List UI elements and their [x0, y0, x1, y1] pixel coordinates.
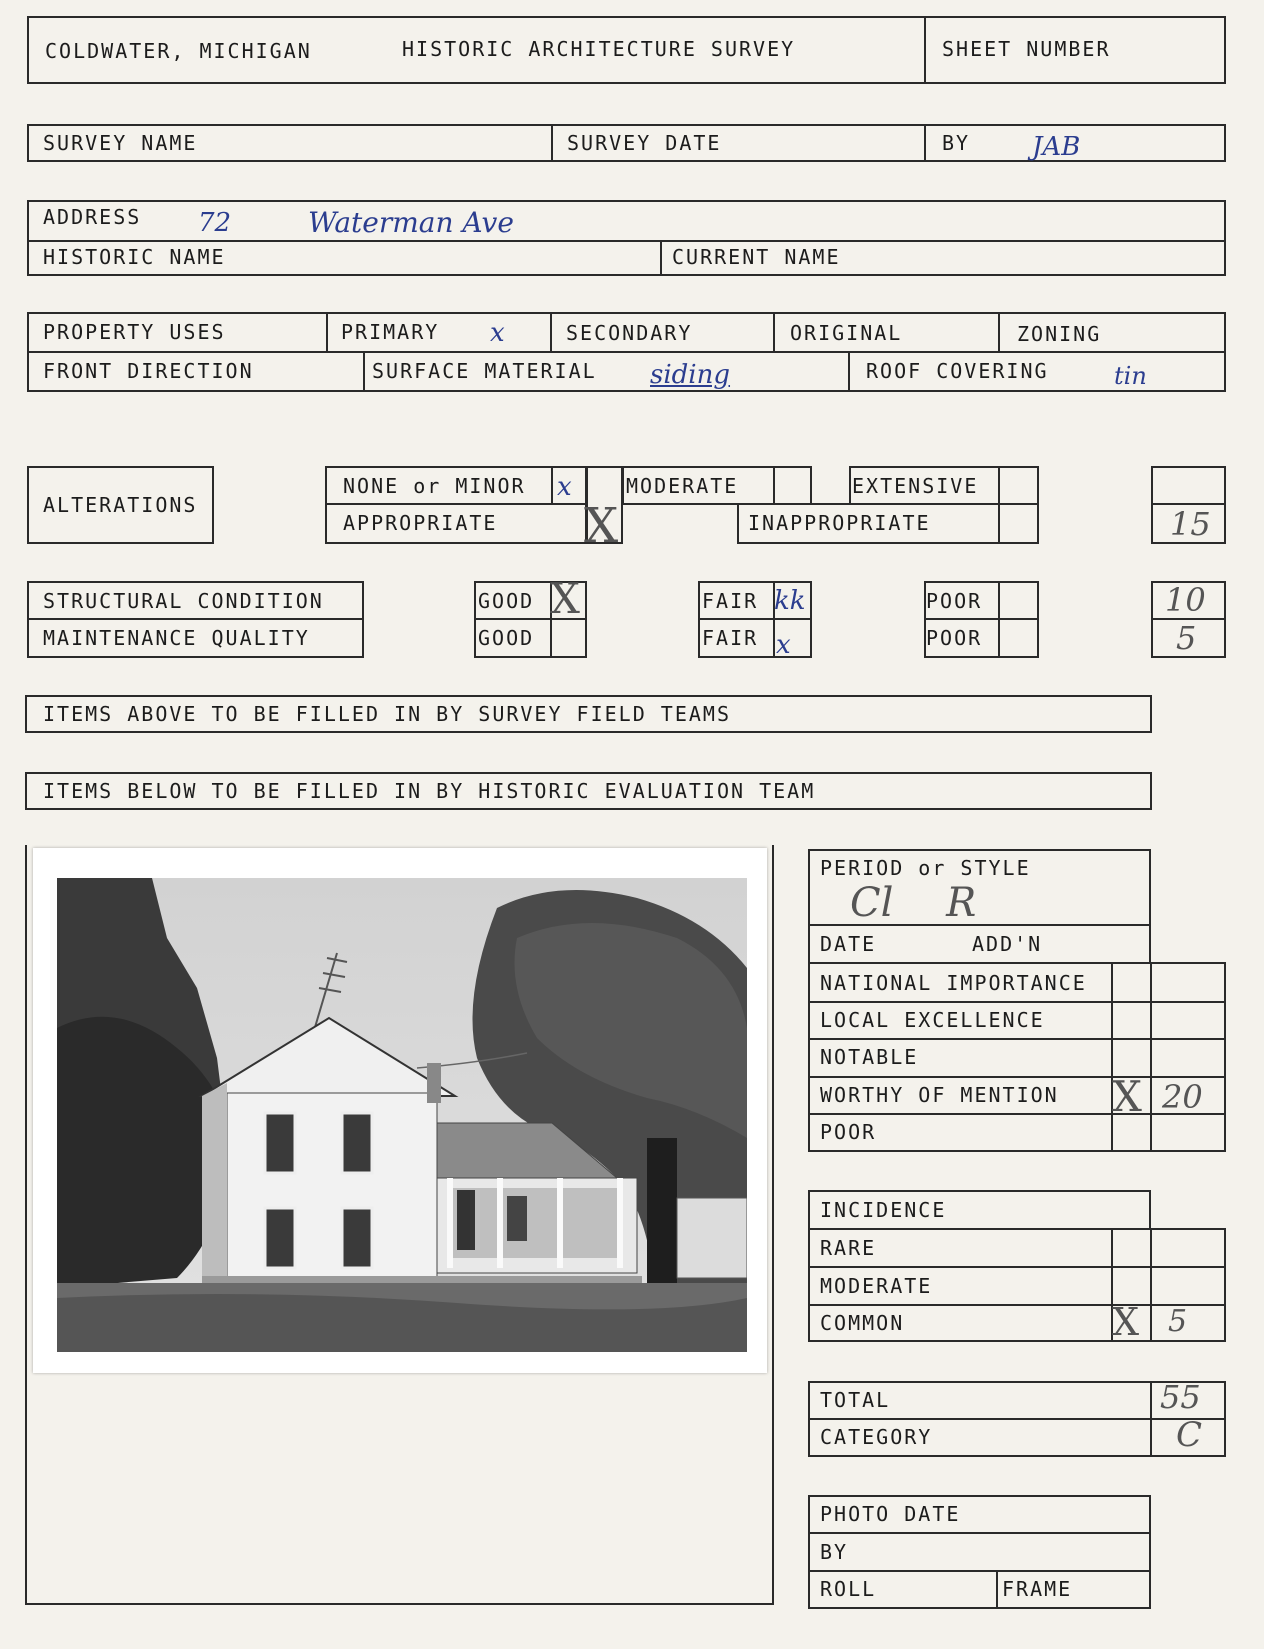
condition-label-divider: [27, 618, 364, 620]
worthy-label: WORTHY OF MENTION: [820, 1083, 1059, 1107]
chimney: [427, 1063, 441, 1103]
poor-label-maintenance: POOR: [926, 626, 983, 650]
right-tree-trunk: [647, 1138, 677, 1298]
historic-name-label: HISTORIC NAME: [43, 245, 226, 269]
inappropriate-vdivider: [998, 503, 1000, 544]
porch-post-3: [557, 1178, 563, 1268]
sheet-number-label: SHEET NUMBER: [942, 37, 1111, 61]
uses-divider-2: [550, 312, 552, 352]
property-uses-label: PROPERTY USES: [43, 320, 226, 344]
none-minor-label: NONE or MINOR: [343, 474, 526, 498]
survey-divider-2: [924, 124, 926, 162]
uses-divider-3: [773, 312, 775, 352]
survey-by-value: JAB: [1032, 132, 1081, 162]
common-score: 5: [1168, 1304, 1188, 1339]
roof-covering-label: ROOF COVERING: [866, 359, 1049, 383]
house-front: [227, 1093, 437, 1283]
incidence-row-1: [808, 1266, 1226, 1268]
photo-info-row-2: [808, 1570, 1151, 1572]
local-excellence-label: LOCAL EXCELLENCE: [820, 1008, 1045, 1032]
appropriate-mark: X: [584, 498, 619, 554]
maintenance-fair-mark: x: [776, 630, 791, 660]
period-value: Cl R: [850, 880, 977, 926]
survey-name-label: SURVEY NAME: [43, 131, 198, 155]
secondary-label: SECONDARY: [566, 321, 693, 345]
worthy-score: 20: [1162, 1078, 1203, 1116]
address-number: 72: [198, 208, 232, 238]
window-upper-left: [265, 1113, 295, 1173]
outbuilding: [677, 1198, 747, 1278]
total-value: 55: [1160, 1378, 1201, 1416]
front-divider: [363, 352, 365, 392]
surface-material-label: SURFACE MATERIAL: [372, 359, 597, 383]
moderate-label: MODERATE: [626, 474, 739, 498]
survey-by-label: BY: [942, 131, 971, 155]
porch-post-2: [497, 1178, 503, 1268]
uses-divider-1: [326, 312, 328, 352]
structural-good-mark: X: [550, 574, 580, 623]
photo-area-bottom: [25, 1603, 774, 1605]
current-name-label: CURRENT NAME: [672, 245, 841, 269]
photo-info-row-1: [808, 1532, 1151, 1534]
primary-label: PRIMARY: [341, 320, 440, 344]
appropriate-label: APPROPRIATE: [343, 511, 498, 535]
roof-covering-value: tin: [1114, 362, 1147, 390]
photo-area-right: [772, 845, 774, 1605]
poor-vdivider: [998, 581, 1000, 658]
inappropriate-label: INAPPROPRIATE: [748, 511, 931, 535]
alterations-label: ALTERATIONS: [43, 493, 198, 517]
porch-post-1: [447, 1178, 453, 1268]
fair-label-structural: FAIR: [702, 589, 759, 613]
national-importance-label: NATIONAL IMPORTANCE: [820, 971, 1087, 995]
incidence-vdivider-2: [1150, 1228, 1152, 1342]
uses-divider-4: [998, 312, 1000, 352]
surface-material-value: siding: [650, 360, 731, 390]
porch-door: [457, 1190, 475, 1250]
importance-vdivider-2: [1150, 962, 1152, 1152]
address-street: Waterman Ave: [308, 206, 514, 239]
photo-area-left: [25, 845, 27, 1605]
fair-label-maintenance: FAIR: [702, 626, 759, 650]
front-direction-label: FRONT DIRECTION: [43, 359, 254, 383]
header-location: COLDWATER, MICHIGAN: [45, 39, 312, 63]
category-value: C: [1176, 1415, 1203, 1455]
period-label: PERIOD or STYLE: [820, 856, 1031, 880]
category-label: CATEGORY: [820, 1425, 933, 1449]
photo-date-label: PHOTO DATE: [820, 1502, 961, 1526]
structural-condition-label: STRUCTURAL CONDITION: [43, 589, 324, 613]
none-minor-mark: x: [557, 472, 572, 502]
address-divider: [27, 240, 1226, 242]
structural-score: 10: [1165, 581, 1206, 619]
primary-mark: x: [490, 318, 505, 348]
total-label: TOTAL: [820, 1388, 891, 1412]
photo-info-vdivider: [996, 1570, 998, 1609]
zoning-label: ZONING: [1017, 322, 1102, 346]
maintenance-score: 5: [1176, 619, 1197, 657]
fair-hdivider: [698, 618, 812, 620]
window-lower-left: [265, 1208, 295, 1268]
extensive-label: EXTENSIVE: [852, 474, 979, 498]
notable-label: NOTABLE: [820, 1045, 919, 1069]
property-divider: [27, 351, 1226, 353]
poor-label-structural: POOR: [926, 589, 983, 613]
header-title: HISTORIC ARCHITECTURE SURVEY: [402, 37, 796, 61]
importance-row-2: [808, 1038, 1226, 1040]
alterations-score: 15: [1170, 505, 1211, 543]
incidence-label: INCIDENCE: [820, 1198, 947, 1222]
frame-label: FRAME: [1002, 1577, 1073, 1601]
importance-vdivider-1: [1111, 962, 1113, 1152]
window-lower-right: [342, 1208, 372, 1268]
address-label: ADDRESS: [43, 205, 142, 229]
common-mark: X: [1112, 1300, 1140, 1344]
roll-label: ROLL: [820, 1577, 877, 1601]
eval-date-label: DATE: [820, 932, 877, 956]
moderate-vdivider: [773, 466, 775, 505]
structural-fair-mark: kk: [774, 586, 806, 616]
good-label-structural: GOOD: [478, 589, 535, 613]
porch-window: [507, 1196, 527, 1241]
header-divider: [924, 16, 926, 84]
extensive-vdivider: [998, 466, 1000, 505]
incidence-row-2: [808, 1304, 1226, 1306]
survey-date-label: SURVEY DATE: [567, 131, 722, 155]
good-label-maintenance: GOOD: [478, 626, 535, 650]
note-below: ITEMS BELOW TO BE FILLED IN BY HISTORIC EVALUATION TEAM: [43, 779, 816, 803]
none-minor-vdivider: [551, 466, 553, 504]
house-side: [202, 1083, 227, 1283]
incidence-moderate-label: MODERATE: [820, 1274, 933, 1298]
worthy-mark: X: [1112, 1072, 1142, 1121]
name-divider: [660, 240, 662, 276]
surface-divider: [848, 352, 850, 392]
importance-row-1: [808, 1001, 1226, 1003]
survey-divider-1: [551, 124, 553, 162]
totals-hdivider: [808, 1418, 1226, 1420]
photo-by-label: BY: [820, 1540, 849, 1564]
maintenance-quality-label: MAINTENANCE QUALITY: [43, 626, 310, 650]
rare-label: RARE: [820, 1236, 877, 1260]
addn-label: ADD'N: [972, 932, 1043, 956]
poor-hdivider: [924, 618, 1039, 620]
original-label: ORIGINAL: [790, 321, 903, 345]
house-photo: [57, 878, 747, 1352]
common-label: COMMON: [820, 1311, 905, 1335]
photo-card: [33, 848, 767, 1373]
note-above: ITEMS ABOVE TO BE FILLED IN BY SURVEY FIELD TEAMS: [43, 702, 732, 726]
none-minor-hdivider: [325, 503, 587, 505]
totals-vdivider: [1150, 1381, 1152, 1457]
eval-poor-label: POOR: [820, 1120, 877, 1144]
porch-post-4: [617, 1178, 623, 1268]
window-upper-right: [342, 1113, 372, 1173]
